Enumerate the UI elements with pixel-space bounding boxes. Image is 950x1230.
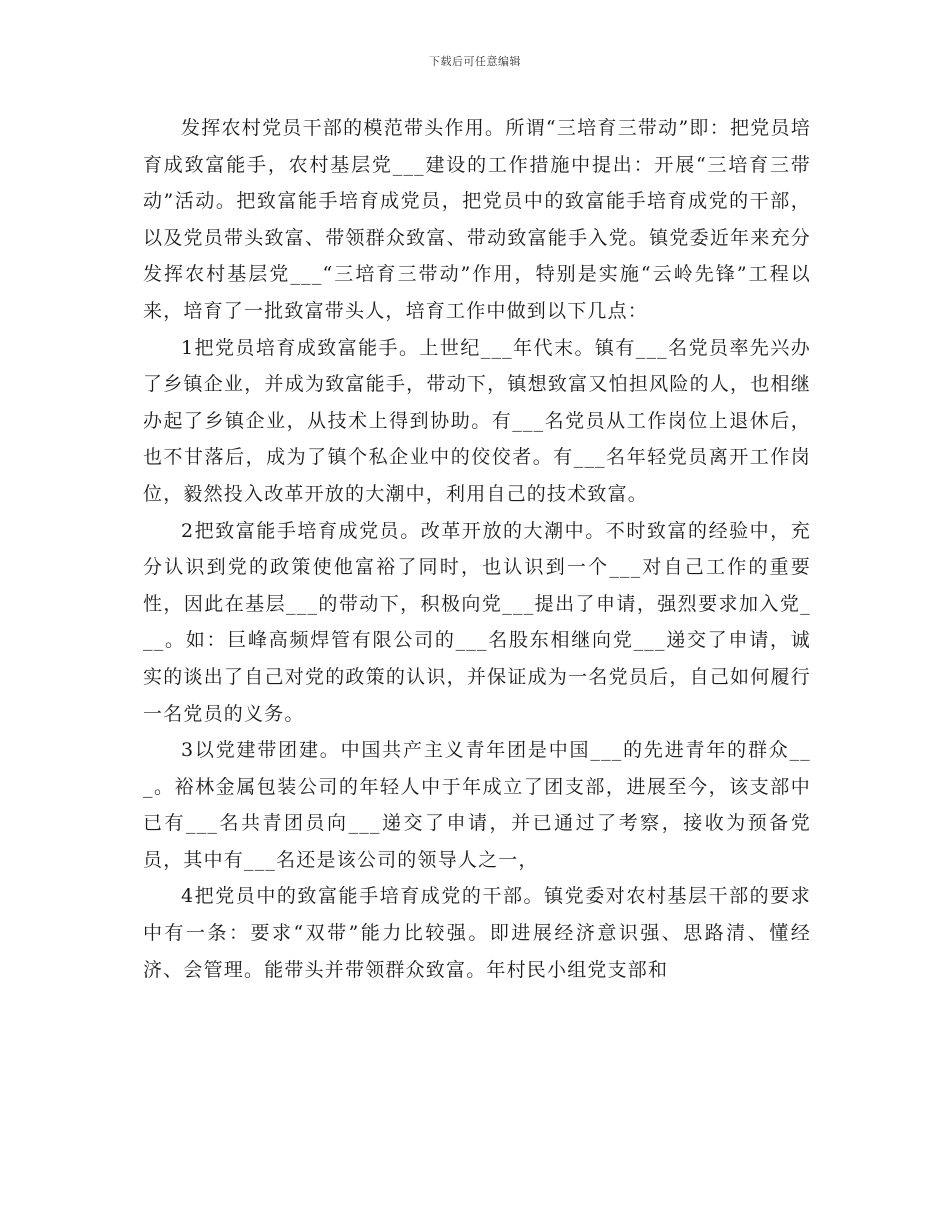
paragraph-2: 2把致富能手培育成党员。改革开放的大潮中。不时致富的经验中，充分认识到党的政策使他富裕了同时，也认识到一个___对自己工作的重要性，因此在基层___的带动下，积极向党___提出了申请，强烈要求加入党___。如：巨峰高频焊管有限公司的___名股东相继向党___递交了申请，诚实的谈出了自己对党的政策的认识，并保证成为一名党员后，自己如何履行一名党员的义务。	[143, 519, 811, 725]
document-body	[143, 110, 811, 988]
paragraph-3: 3以党建带团建。中国共产主义青年团是中国___的先进青年的群众___。裕林金属包装公司的年轻人中于年成立了团支部，进展至今，该支部中已有___名共青团员向___递交了申请，并已通过了考察，接收为预备党员，其中有___名还是该公司的领导人之一，	[143, 739, 811, 871]
page-header: 下载后可任意编辑	[429, 55, 521, 68]
paragraph-intro: 发挥农村党员干部的模范带头作用。所谓“三培育三带动”即：把党员培育成致富能手，农村基层党___建设的工作措施中提出：开展“三培育三带动”活动。把致富能手培育成党员，把党员中的致富能手培育成党的干部，以及党员带头致富、带领群众致富、带动致富能手入党。镇党委近年来充分发挥农村基层党___“三培育三带动”作用，特别是实施“云岭先锋”工程以来，培育了一批致富带头人，培育工作中做到以下几点：	[143, 117, 811, 322]
paragraph-4: 4把党员中的致富能手培育成党的干部。镇党委对农村基层干部的要求中有一条：要求“双带”能力比较强。即进展经济意识强、思路清、懂经济、会管理。能带头并带领群众致富。年村民小组党支部和	[143, 885, 811, 981]
paragraph-1: 1把党员培育成致富能手。上世纪___年代末。镇有___名党员率先兴办了乡镇企业，并成为致富能手，带动下，镇想致富又怕担风险的人，也相继办起了乡镇企业，从技术上得到协助。有___名党员从工作岗位上退休后，也不甘落后，成为了镇个私企业中的佼佼者。有___名年轻党员离开工作岗位，毅然投入改革开放的大潮中，利用自己的技术致富。	[143, 336, 811, 505]
